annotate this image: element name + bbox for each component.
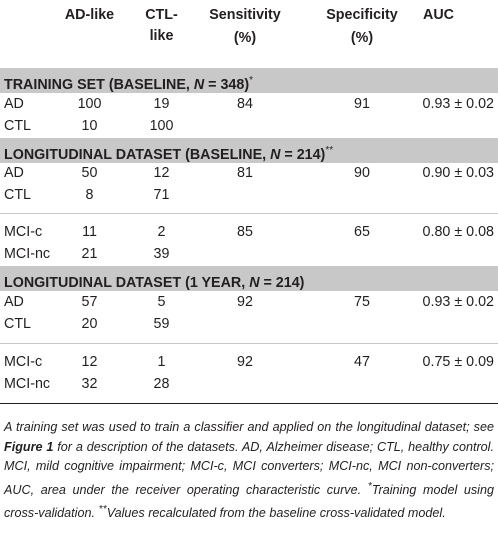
group-cell: AD [4,96,24,112]
table-footnote: A training set was used to train a classifier and applied on the longitudinal dataset; see Figure 1 for a description of the datasets. AD, Alzheimer disease; CTL, healthy control. MCI, mild cognitive impairment; MCI-c, MCI converters; MCI-nc, MCI non-converters; AUC, area under the receiver operating characteristic curve. *Training model using cross-validation. **Values recalculated from the baseline cross-validated model. [4,420,494,521]
table-row [0,351,498,373]
ctl-like-cell: 1 [157,354,166,370]
table-bottom-rule [0,403,498,404]
ad-like-cell: 50 [81,165,98,181]
ad-like-cell: 32 [81,376,98,392]
group-cell: AD [4,165,24,181]
sensitivity-cell: 92 [237,294,253,310]
table-row [0,291,498,313]
table-row [0,93,498,115]
ctl-like-cell: 19 [153,96,170,112]
ad-like-cell: 20 [81,316,98,332]
header-specificity-unit: (%) [350,30,374,46]
ad-like-cell: 10 [81,118,98,134]
auc-cell: 0.80 ± 0.08 [422,224,494,240]
table-row [0,162,498,184]
table-row [0,184,498,206]
group-cell: CTL [4,187,32,203]
section-training-set [0,68,498,93]
section-longitudinal-baseline [0,138,498,163]
figure-reference: Figure 1 [4,439,54,454]
ctl-like-cell: 2 [157,224,166,240]
table-row [0,373,498,395]
specificity-cell: 65 [354,224,370,240]
specificity-cell: 75 [354,294,370,310]
row-divider [0,213,498,214]
ctl-like-cell: 5 [157,294,166,310]
auc-cell: 0.93 ± 0.02 [422,294,494,310]
section-longitudinal-1-year [0,266,498,291]
ad-like-cell: 100 [77,96,102,112]
sensitivity-cell: 81 [237,165,253,181]
table-row [0,221,498,243]
ctl-like-cell: 39 [153,246,170,262]
sensitivity-cell: 84 [237,96,253,112]
header-specificity: Specificity [326,7,398,23]
auc-cell: 0.90 ± 0.03 [422,165,494,181]
table-row [0,313,498,335]
group-cell: MCI-c [4,224,43,240]
ad-like-cell: 12 [81,354,98,370]
header-auc: AUC [423,7,454,23]
sensitivity-cell: 92 [237,354,253,370]
ctl-like-cell: 59 [153,316,170,332]
header-ctl-like: CTL-like [145,7,178,44]
ad-like-cell: 11 [82,224,97,240]
ctl-like-cell: 71 [153,187,170,203]
header-sensitivity: Sensitivity [209,7,281,23]
specificity-cell: 90 [354,165,370,181]
ad-like-cell: 8 [85,187,94,203]
header-ad-like: AD-like [64,7,115,23]
ctl-like-cell: 100 [149,118,174,134]
ctl-like-cell: 12 [153,165,170,181]
group-cell: CTL [4,118,32,134]
ad-like-cell: 21 [81,246,98,262]
section-label: LONGITUDINAL DATASET (BASELINE, N = 214)** [4,145,334,163]
group-cell: CTL [4,316,32,332]
section-label: TRAINING SET (BASELINE, N = 348)* [4,75,253,93]
group-cell: AD [4,294,24,310]
table-row [0,243,498,265]
table-row [0,115,498,137]
ctl-like-cell: 28 [153,376,170,392]
header-sensitivity-unit: (%) [233,30,257,46]
row-divider [0,343,498,344]
ad-like-cell: 57 [81,294,98,310]
specificity-cell: 91 [354,96,370,112]
specificity-cell: 47 [354,354,370,370]
group-cell: MCI-nc [4,246,51,262]
table-header [0,0,498,68]
auc-cell: 0.75 ± 0.09 [422,354,494,370]
section-label: LONGITUDINAL DATASET (1 YEAR, N = 214) [4,274,305,291]
sensitivity-cell: 85 [237,224,253,240]
group-cell: MCI-nc [4,376,51,392]
auc-cell: 0.93 ± 0.02 [422,96,494,112]
group-cell: MCI-c [4,354,43,370]
